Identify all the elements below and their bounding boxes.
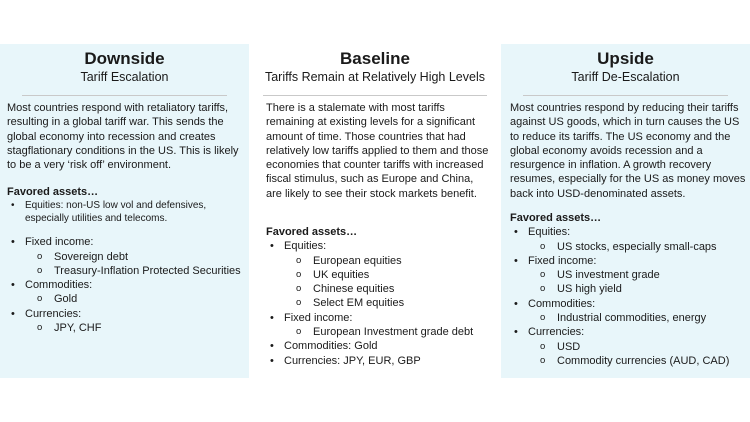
downside-currencies-item: o JPY, CHF bbox=[7, 321, 247, 335]
baseline-equities-item: o European equities bbox=[266, 254, 494, 268]
upside-equities: • Equities: bbox=[510, 225, 750, 239]
downside-panel bbox=[0, 44, 249, 378]
downside-currencies: • Currencies: bbox=[7, 307, 247, 321]
upside-equities-item: o US stocks, especially small-caps bbox=[510, 240, 750, 254]
baseline-fixed-income: • Fixed income: bbox=[266, 311, 494, 325]
upside-fixed-income-item: o US high yield bbox=[510, 282, 750, 296]
baseline-currencies: • Currencies: JPY, EUR, GBP bbox=[266, 354, 494, 368]
baseline-subtitle: Tariffs Remain at Relatively High Levels bbox=[264, 70, 485, 84]
downside-fixed-income-item: o Treasury-Inflation Protected Securities bbox=[7, 264, 247, 278]
downside-divider bbox=[22, 95, 227, 96]
downside-commodities: • Commodities: bbox=[7, 278, 247, 292]
baseline-summary: There is a stalemate with most tariffs remaining at existing levels for a significant amount of time. Those countries that had relatively low tariffs applied to them and those economies that counter tariffs with increased fiscal stimulus, such as Europe and China, are likely to see their stock markets benefit. bbox=[266, 102, 489, 200]
upside-commodities: • Commodities: bbox=[510, 297, 750, 311]
downside-assets-heading: Favored assets… bbox=[7, 186, 99, 198]
upside-subtitle: Tariff De-Escalation bbox=[571, 70, 680, 84]
upside-currencies-item: o Commodity currencies (AUD, CAD) bbox=[510, 354, 750, 368]
upside-fixed-income: • Fixed income: bbox=[510, 254, 750, 268]
upside-fixed-income-item: o US investment grade bbox=[510, 268, 750, 282]
baseline-assets-heading: Favored assets… bbox=[266, 226, 358, 238]
upside-currencies: • Currencies: bbox=[510, 325, 750, 339]
baseline-equities-item: o Chinese equities bbox=[266, 282, 494, 296]
downside-title: Downside bbox=[84, 49, 165, 68]
baseline-title: Baseline bbox=[340, 49, 410, 68]
baseline-equities: • Equities: bbox=[266, 239, 494, 253]
downside-fixed-income: • Fixed income: bbox=[7, 235, 247, 249]
upside-panel bbox=[501, 44, 750, 378]
baseline-equities-item: o Select EM equities bbox=[266, 296, 494, 310]
upside-divider bbox=[523, 95, 728, 96]
downside-summary: Most countries respond with retaliatory tariffs, resulting in a global tariff war. This sends the global economy into recession and creates stagflationary conditions in the US. This is likely to be a very ‘risk off’ environment. bbox=[7, 102, 239, 172]
upside-commodities-item: o Industrial commodities, energy bbox=[510, 311, 750, 325]
baseline-fixed-income-item: o European Investment grade debt bbox=[266, 325, 494, 339]
baseline-panel bbox=[255, 44, 495, 378]
baseline-equities-item: o UK equities bbox=[266, 268, 494, 282]
baseline-commodities: • Commodities: Gold bbox=[266, 339, 494, 353]
downside-commodities-item: o Gold bbox=[7, 292, 247, 306]
downside-assets bbox=[7, 185, 247, 335]
baseline-divider bbox=[263, 95, 487, 96]
upside-currencies-item: o USD bbox=[510, 340, 750, 354]
upside-title: Upside bbox=[597, 49, 654, 68]
downside-fixed-income-item: o Sovereign debt bbox=[7, 250, 247, 264]
downside-equities: • Equities: non-US low vol and defensives, especially utilities and telecoms. bbox=[7, 199, 247, 225]
baseline-assets bbox=[266, 225, 494, 368]
downside-subtitle: Tariff Escalation bbox=[80, 70, 169, 84]
upside-assets bbox=[510, 211, 750, 368]
upside-assets-heading: Favored assets… bbox=[510, 212, 602, 224]
upside-summary: Most countries respond by reducing their tariffs against US goods, which in turn causes the US to reduce its tariffs. The US economy and the global economy avoids recession and a resurgence in inflation. A growth recovery resumes, especially for the US as money moves back into USD-denominated assets. bbox=[510, 102, 746, 200]
